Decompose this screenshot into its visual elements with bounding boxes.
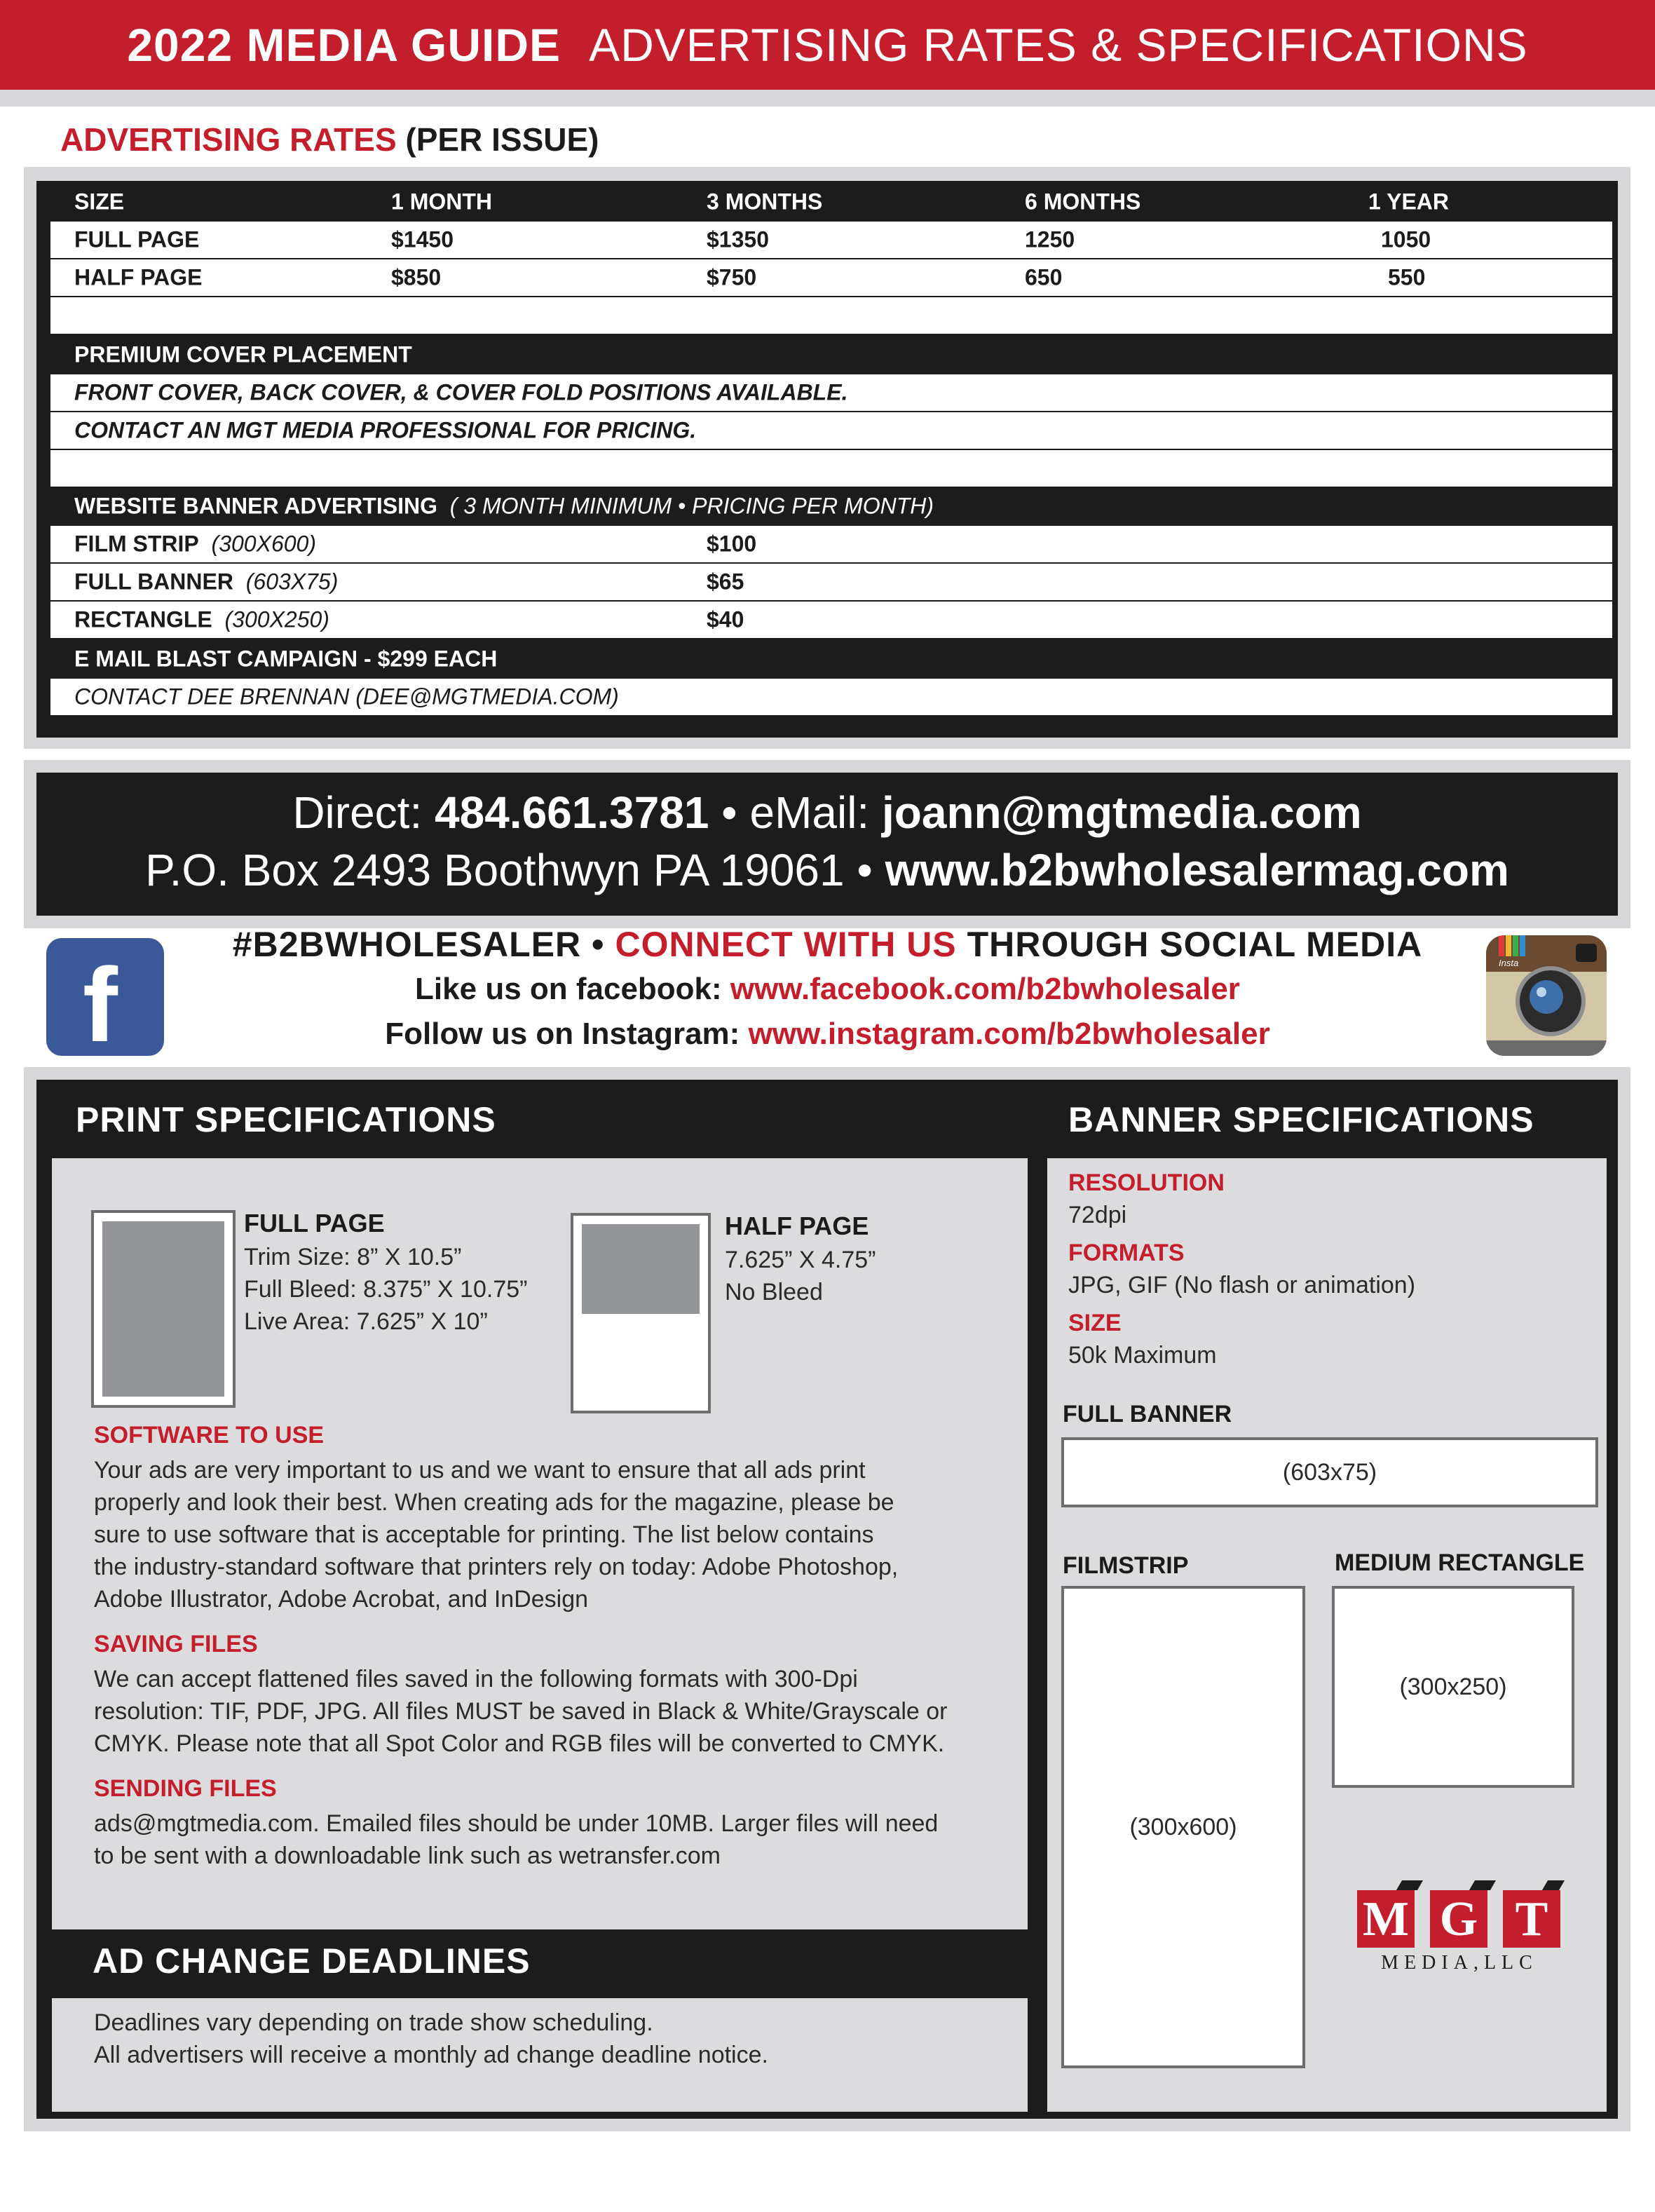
saving-title: SAVING FILES <box>94 1631 258 1657</box>
half-page-title: HALF PAGE <box>725 1212 869 1240</box>
postal-address: P.O. Box 2493 Boothwyn PA 19061 <box>145 845 845 895</box>
email-contact-row: CONTACT DEE BRENNAN (DEE@MGTMEDIA.COM) <box>50 679 1612 715</box>
facebook-link[interactable]: www.facebook.com/b2bwholesaler <box>730 972 1240 1006</box>
rate-row-full-page: FULL PAGE $1450 $1350 1250 1050 <box>50 222 1612 258</box>
print-specs-title: PRINT SPECIFICATIONS <box>76 1100 496 1139</box>
facebook-line: Like us on facebook: www.facebook.com/b2bwholesaler <box>415 972 1240 1006</box>
deadlines-text: Deadlines vary depending on trade show scheduling. All advertisers will receive a monthly ad change deadline notice. <box>94 2009 768 2068</box>
col-6-months: 6 MONTHS <box>1025 189 1141 215</box>
formats-title: FORMATS <box>1068 1240 1185 1266</box>
instagram-link[interactable]: www.instagram.com/b2bwholesaler <box>748 1017 1270 1051</box>
website-row-rectangle: RECTANGLE (300X250) $40 <box>50 602 1612 638</box>
premium-spacer <box>50 450 1612 487</box>
software-title: SOFTWARE TO USE <box>94 1422 325 1448</box>
page-header <box>0 0 1655 90</box>
website-title-row: WEBSITE BANNER ADVERTISING ( 3 MONTH MINIMUM • PRICING PER MONTH) <box>74 493 934 519</box>
filmstrip-box: (300x600) <box>1061 1586 1305 2068</box>
formats-value: JPG, GIF (No flash or animation) <box>1068 1272 1416 1298</box>
medium-rectangle-box: (300x250) <box>1332 1586 1574 1788</box>
phone-number: 484.661.3781 <box>435 787 709 838</box>
banner-specs-title: BANNER SPECIFICATIONS <box>1068 1100 1534 1139</box>
software-text: Your ads are very important to us and we want to ensure that all ads print properly and look their best. When creating ads for the magazine, please be sure to use software that is acceptable for printing. The list below contains the industry-standard software that printers rely on today: Adobe Photoshop, Adobe Illustrator, Adobe Acrobat, and InDesign <box>94 1457 899 1613</box>
premium-line-2: CONTACT AN MGT MEDIA PROFESSIONAL FOR PRICING. <box>50 412 1612 449</box>
sending-text: ads@mgtmedia.com. Emailed files should be under 10MB. Larger files will need to be sent with a downloadable link such as wetransfer.com <box>94 1810 939 1869</box>
deadlines-title: AD CHANGE DEADLINES <box>93 1941 531 1981</box>
header-title-light: ADVERTISING RATES & SPECIFICATIONS <box>589 19 1528 71</box>
contact-line-2: P.O. Box 2493 Boothwyn PA 19061 • www.b2bwholesalermag.com <box>145 845 1509 895</box>
website-row-full-banner: FULL BANNER (603X75) $65 <box>50 564 1612 600</box>
full-page-title: FULL PAGE <box>244 1209 385 1237</box>
social-headline: #B2BWHOLESALER • CONNECT WITH US THROUGH SOCIAL MEDIA <box>232 925 1423 964</box>
resolution-title: RESOLUTION <box>1068 1169 1225 1196</box>
saving-text: We can accept flattened files saved in the following formats with 300-Dpi resolution: TIF, PDF, JPG. All files MUST be saved in Black & White/Grayscale or CMYK. Please note that all Spot Color and RGB files will be converted to CMYK. <box>94 1666 948 1757</box>
rate-row-spacer <box>50 297 1612 334</box>
size-title: SIZE <box>1068 1310 1122 1336</box>
full-banner-box: (603x75) <box>1061 1437 1598 1507</box>
full-page-thumbnail <box>91 1210 236 1408</box>
mgt-media-logo: M G T MEDIA,LLC <box>1357 1878 1562 1983</box>
contact-box <box>36 773 1618 916</box>
filmstrip-title: FILMSTRIP <box>1063 1552 1189 1579</box>
instagram-icon[interactable]: Insta <box>1486 935 1607 1056</box>
full-banner-title: FULL BANNER <box>1063 1401 1232 1427</box>
col-size: SIZE <box>74 189 125 215</box>
email-title-row: E MAIL BLAST CAMPAIGN - $299 EACH <box>74 646 498 672</box>
sending-title: SENDING FILES <box>94 1775 277 1802</box>
contact-line-1: Direct: 484.661.3781 • eMail: joann@mgtmedia.com <box>292 787 1362 838</box>
premium-line-1: FRONT COVER, BACK COVER, & COVER FOLD POSITIONS AVAILABLE. <box>50 374 1612 411</box>
website-link[interactable]: www.b2bwholesalermag.com <box>885 845 1509 895</box>
rate-row-half-page: HALF PAGE $850 $750 650 550 <box>50 259 1612 296</box>
facebook-icon[interactable]: f <box>46 938 164 1056</box>
resolution-value: 72dpi <box>1068 1202 1127 1228</box>
header-divider <box>0 90 1655 107</box>
rates-title: ADVERTISING RATES (PER ISSUE) <box>60 121 599 158</box>
email-address[interactable]: joann@mgtmedia.com <box>881 787 1362 838</box>
header-title-bold: 2022 MEDIA GUIDE <box>127 19 561 71</box>
col-1-month: 1 MONTH <box>391 189 492 215</box>
full-page-specs: Trim Size: 8” X 10.5” Full Bleed: 8.375” X 10.75” Live Area: 7.625” X 10” <box>244 1244 528 1335</box>
half-page-thumbnail <box>571 1213 711 1413</box>
size-value: 50k Maximum <box>1068 1342 1217 1369</box>
website-row-film-strip: FILM STRIP (300X600) $100 <box>50 526 1612 562</box>
medium-rectangle-title: MEDIUM RECTANGLE <box>1335 1549 1585 1576</box>
rates-header-row <box>50 184 1612 220</box>
instagram-line: Follow us on Instagram: www.instagram.com/b2bwholesaler <box>385 1017 1270 1051</box>
col-1-year: 1 YEAR <box>1368 189 1450 215</box>
premium-title-row: PREMIUM COVER PLACEMENT <box>74 341 412 367</box>
col-3-months: 3 MONTHS <box>707 189 823 215</box>
half-page-specs: 7.625” X 4.75” No Bleed <box>725 1247 876 1305</box>
